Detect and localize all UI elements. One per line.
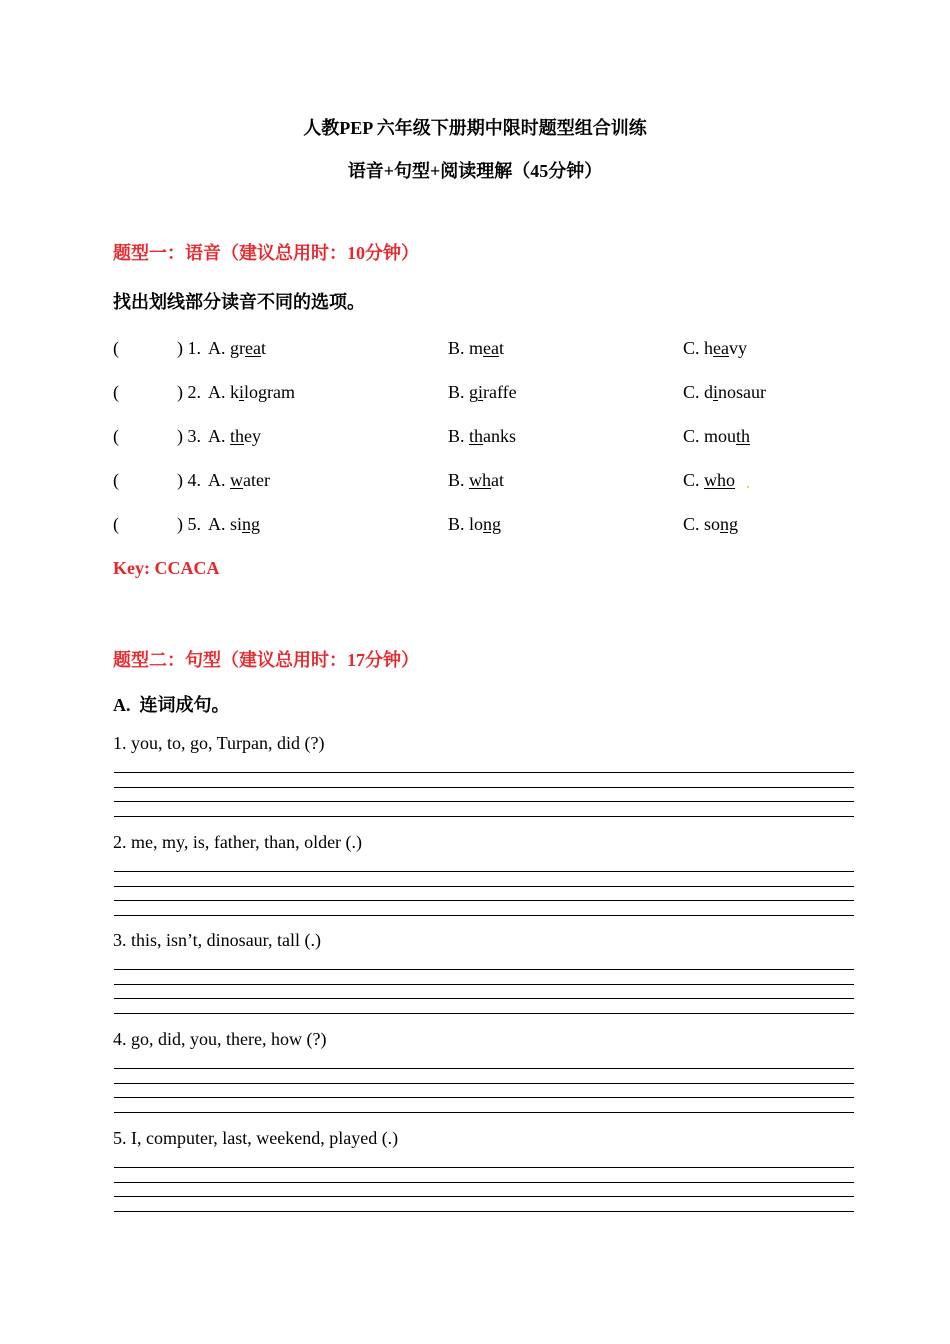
word-part: t xyxy=(260,338,266,358)
option-letter: B. xyxy=(448,338,470,358)
word-part: logram xyxy=(244,382,296,402)
answer-writing-line[interactable] xyxy=(114,772,854,773)
option-c xyxy=(683,338,747,359)
word-part: t xyxy=(499,338,505,358)
option-letter: B. xyxy=(448,426,470,446)
option-letter: C. xyxy=(683,514,705,534)
question-number: ) 4. xyxy=(177,470,201,490)
option-a xyxy=(208,426,261,447)
section-one-heading: 题型一：语音（建议总用时：10分钟） xyxy=(113,243,419,263)
word-part: so xyxy=(704,514,721,534)
word-part: nosaur xyxy=(718,382,767,402)
sentence-question: 3. this, isn’t, dinosaur, tall (.) xyxy=(113,930,321,950)
option-letter: C. xyxy=(683,426,705,446)
option-a xyxy=(208,338,266,359)
part-a-label: A. xyxy=(113,695,131,715)
option-c xyxy=(683,470,735,491)
word-part: si xyxy=(230,514,243,534)
option-b xyxy=(448,426,516,447)
answer-writing-line[interactable] xyxy=(114,886,854,887)
underlined-letters: ng xyxy=(720,514,739,534)
underlined-letters: w xyxy=(230,470,243,490)
answer-writing-line[interactable] xyxy=(114,787,854,788)
question-number: ) 3. xyxy=(177,426,201,446)
option-letter: C. xyxy=(683,382,705,402)
answer-writing-line[interactable] xyxy=(114,871,854,872)
answer-writing-line[interactable] xyxy=(114,1068,854,1069)
underlined-letters: wh xyxy=(469,470,492,490)
underlined-letters: i xyxy=(478,382,484,402)
option-letter: A. xyxy=(208,426,230,446)
underlined-letters: ea xyxy=(713,338,729,358)
answer-bracket-open: ( xyxy=(113,338,119,358)
word-part: d xyxy=(704,382,714,402)
answer-writing-line[interactable] xyxy=(114,969,854,970)
word-part: gr xyxy=(230,338,245,358)
answer-key: Key: CCACA xyxy=(113,558,220,578)
word-part: ater xyxy=(243,470,270,490)
word-part: anks xyxy=(483,426,517,446)
option-letter: A. xyxy=(208,470,230,490)
word-part: k xyxy=(230,382,239,402)
underlined-letters: th xyxy=(736,426,751,446)
option-letter: A. xyxy=(208,514,230,534)
word-part: ey xyxy=(244,426,262,446)
page-subtitle: 语音+句型+阅读理解（45分钟） xyxy=(347,161,603,181)
option-a xyxy=(208,382,295,403)
underlined-letters: ng xyxy=(483,514,502,534)
option-letter: B. xyxy=(448,514,470,534)
option-letter: A. xyxy=(208,382,230,402)
sentence-question: 2. me, my, is, father, than, older (.) xyxy=(113,832,363,852)
underlined-letters: ea xyxy=(245,338,261,358)
answer-writing-line[interactable] xyxy=(114,1112,854,1113)
answer-writing-line[interactable] xyxy=(114,1196,854,1197)
question-number: ) 2. xyxy=(177,382,201,402)
word-part: mou xyxy=(704,426,737,446)
underlined-letters: th xyxy=(230,426,245,446)
question-number: ) 1. xyxy=(177,338,201,358)
answer-writing-line[interactable] xyxy=(114,1167,854,1168)
option-letter: B. xyxy=(448,382,470,402)
underlined-letters: ea xyxy=(483,338,500,358)
option-a xyxy=(208,514,260,535)
stray-mark xyxy=(747,486,749,488)
answer-writing-line[interactable] xyxy=(114,1211,854,1212)
answer-bracket-open: ( xyxy=(113,382,119,402)
answer-writing-line[interactable] xyxy=(114,1013,854,1014)
word-part: at xyxy=(491,470,505,490)
page-title: 人教PEP 六年级下册期中限时题型组合训练 xyxy=(303,118,647,138)
answer-bracket-open: ( xyxy=(113,426,119,446)
answer-writing-line[interactable] xyxy=(114,984,854,985)
answer-bracket-open: ( xyxy=(113,514,119,534)
section-one-instruction: 找出划线部分读音不同的选项。 xyxy=(113,292,365,312)
option-letter: B. xyxy=(448,470,470,490)
underlined-letters: ng xyxy=(242,514,261,534)
option-b xyxy=(448,338,504,359)
underlined-letters: i xyxy=(713,382,719,402)
word-part: m xyxy=(469,338,484,358)
underlined-letters: i xyxy=(239,382,245,402)
option-a xyxy=(208,470,270,491)
section-two-heading: 题型二：句型（建议总用时：17分钟） xyxy=(113,650,419,670)
option-letter: C. xyxy=(683,470,705,490)
answer-writing-line[interactable] xyxy=(114,1097,854,1098)
part-a-heading xyxy=(113,691,230,717)
option-c xyxy=(683,514,738,535)
answer-bracket-open: ( xyxy=(113,470,119,490)
word-part: lo xyxy=(469,514,484,534)
word-part: vy xyxy=(729,338,747,358)
word-part: raffe xyxy=(483,382,517,402)
option-letter: A. xyxy=(208,338,230,358)
answer-writing-line[interactable] xyxy=(114,900,854,901)
option-c xyxy=(683,426,750,447)
underlined-letters: who xyxy=(704,470,736,490)
answer-writing-line[interactable] xyxy=(114,1182,854,1183)
option-b xyxy=(448,470,504,491)
word-part: g xyxy=(469,382,479,402)
word-part: h xyxy=(704,338,714,358)
option-b xyxy=(448,514,501,535)
option-letter: C. xyxy=(683,338,705,358)
part-a-text: 连词成句。 xyxy=(139,695,230,715)
answer-writing-line[interactable] xyxy=(114,816,854,817)
answer-writing-line[interactable] xyxy=(114,998,854,999)
question-number: ) 5. xyxy=(177,514,201,534)
answer-writing-line[interactable] xyxy=(114,1083,854,1084)
answer-writing-line[interactable] xyxy=(114,915,854,916)
sentence-question: 4. go, did, you, there, how (?) xyxy=(113,1029,327,1049)
sentence-question: 5. I, computer, last, weekend, played (.) xyxy=(113,1128,399,1148)
underlined-letters: th xyxy=(469,426,484,446)
option-c xyxy=(683,382,766,403)
sentence-question: 1. you, to, go, Turpan, did (?) xyxy=(113,733,325,753)
option-b xyxy=(448,382,517,403)
answer-writing-line[interactable] xyxy=(114,801,854,802)
